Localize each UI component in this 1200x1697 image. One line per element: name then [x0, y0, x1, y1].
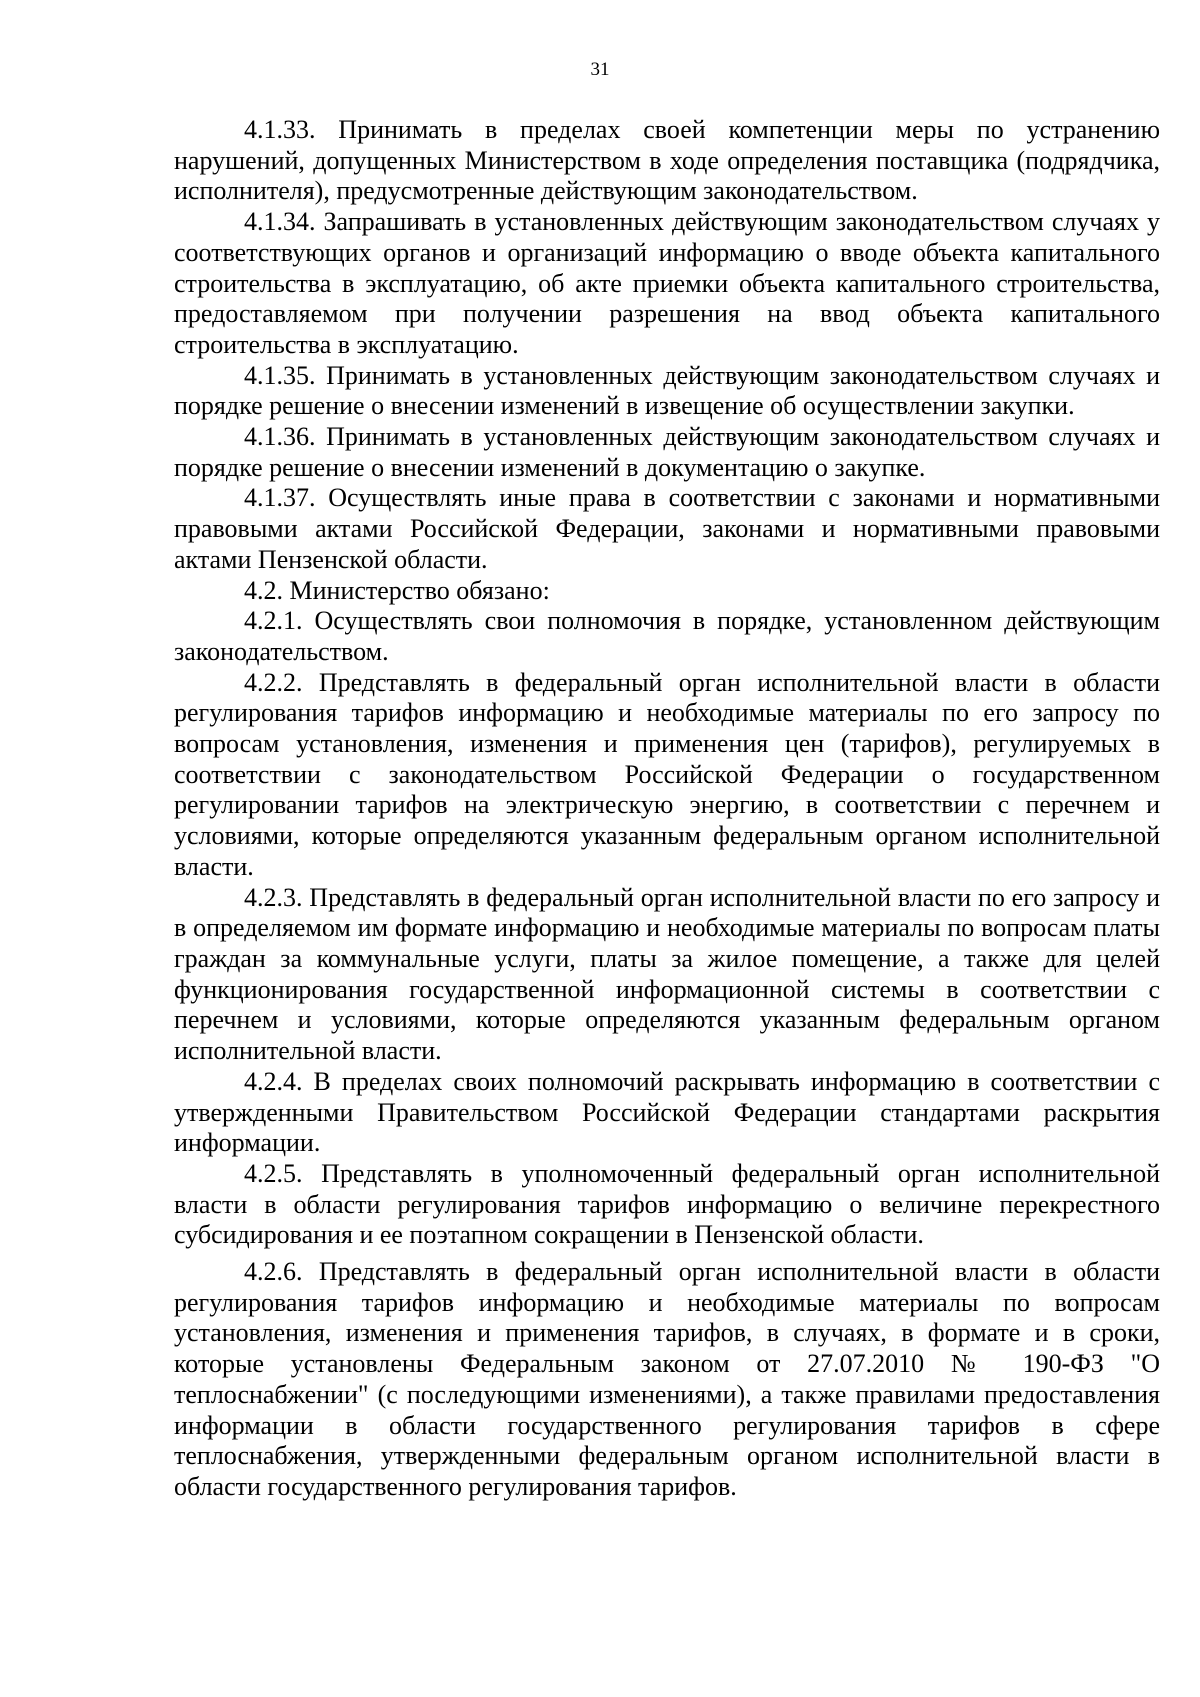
paragraph-4-1-33: 4.1.33. Принимать в пределах своей компетенции меры по устранению нарушений, допущенных Министерством в ходе определения поставщика (подрядчика, исполнителя), предусмотренные действующим законодательством.	[174, 115, 1160, 206]
paragraph-4-2: 4.2. Министерство обязано:	[244, 575, 550, 605]
paragraph-4-1-36: 4.1.36. Принимать в установленных действующим законодательством случаях и порядке решение о внесении изменений в документацию о закупке.	[174, 422, 1160, 482]
paragraph-4-1-37: 4.1.37. Осуществлять иные права в соответствии с законами и нормативными правовыми актами Российской Федерации, законами и нормативными правовыми актами Пензенской области.	[174, 483, 1160, 574]
paragraph-4-1-34: 4.1.34. Запрашивать в установленных действующим законодательством случаях у соответствующих органов и организаций информацию о вводе объекта капитального строительства в эксплуатацию, об акте приемки объекта капитального строительства, предоставляемом при получении разрешения на ввод объекта капитального строительства в эксплуатацию.	[174, 207, 1160, 359]
paragraph-4-2-5: 4.2.5. Представлять в уполномоченный федеральный орган исполнительной власти в области регулирования тарифов информацию о величине перекрестного субсидирования и ее поэтапном сокращении в Пензенской области.	[174, 1158, 1160, 1250]
paragraph-4-2-3: 4.2.3. Представлять в федеральный орган исполнительной власти по его запросу и в определяемом им формате информацию и необходимые материалы по вопросам платы граждан за коммунальные услуги, платы за жилое помещение, а также для целей функционирования государственной информационной системы в соответствии с перечнем и условиями, которые определяются указанным федеральным органом исполнительной власти.	[174, 882, 1160, 1066]
paragraph-4-2-6: 4.2.6. Представлять в федеральный орган исполнительной власти в области регулирования тарифов информацию и необходимые материалы по вопросам установления, изменения и применения тарифов, в случаях, в формате и в сроки, которые установлены Федеральным законом от 27.07.2010 № 190-ФЗ "О теплоснабжении" (с последующими изменениями), а также правилами предоставления информации в области государственного регулирования тарифов в сфере теплоснабжения, утвержденными федеральным органом исполнительной власти в области государственного регулирования тарифов.	[174, 1257, 1160, 1501]
page-number: 31	[590, 59, 610, 80]
document-body	[174, 115, 1160, 1503]
paragraph-4-1-35: 4.1.35. Принимать в установленных действующим законодательством случаях и порядке решение о внесении изменений в извещение об осуществлении закупки.	[174, 360, 1160, 421]
paragraph-4-2-1: 4.2.1. Осуществлять свои полномочия в порядке, установленном действующим законодательством.	[174, 606, 1160, 666]
paragraph-4-2-4: 4.2.4. В пределах своих полномочий раскрывать информацию в соответствии с утвержденными Правительством Российской Федерации стандартами раскрытия информации.	[174, 1066, 1160, 1158]
paragraph-4-2-2: 4.2.2. Представлять в федеральный орган исполнительной власти в области регулирования тарифов информацию и необходимые материалы по его запросу по вопросам установления, изменения и применения цен (тарифов), регулируемых в соответствии с законодательством Российской Федерации о государственном регулировании тарифов на электрическую энергию, в соответствии с перечнем и условиями, которые определяются указанным федеральным органом исполнительной власти.	[174, 667, 1160, 881]
